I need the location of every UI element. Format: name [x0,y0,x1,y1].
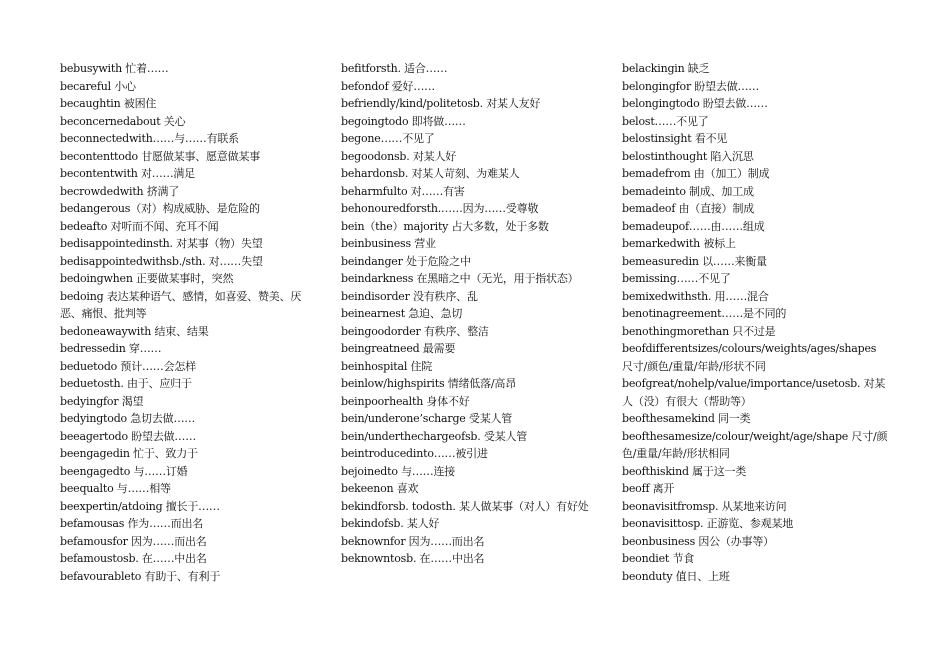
phrase-entry: belost……不见了 [622,114,709,128]
phrase-entry: begoodonsb. 对某人好 [341,149,457,163]
phrase-entry: belackingin 缺乏 [622,62,710,75]
phrase-entry: beofdifferentsizes/colours/weights/ages/shapes 尺寸/颜色/重量/年龄/形状不同 [622,342,877,373]
phrase-entry: bedoing 表达某种语气、感情，如喜爱、赞美、厌恶、痛恨、批判等 [60,289,302,320]
phrase-entry: begoingtodo 即将做…… [341,114,466,128]
phrase-entry: beengagedin 忙于、致力于 [60,447,198,460]
phrase-entry: beindisorder 没有秩序、乱 [341,289,478,303]
phrase-entry: belostinthought 陷入沉思 [622,149,754,163]
phrase-entry: bedeafto 对听而不闻、充耳不闻 [60,219,219,233]
phrase-entry: beinhospital 住院 [341,359,433,373]
phrase-entry: bejoinedto 与……连接 [341,464,456,478]
phrase-entry: befavourableto 有助于、有利于 [60,569,221,583]
phrase-entry: bemadeinto 制成、加工成 [622,184,754,198]
phrase-entry: bedoingwhen 正要做某事时，突然 [60,272,234,285]
phrase-entry: beinbusiness 营业 [341,237,436,250]
column-3 [622,60,890,585]
phrase-entry: beintroducedinto……被引进 [341,447,488,460]
phrase-entry: befriendly/kind/politetosb. 对某人友好 [341,97,541,110]
phrase-entry: beofgreat/nohelp/value/importance/usetosb. 对某人（没）有很大（帮助等） [622,377,886,408]
phrase-entry: beknownfor 因为……而出名 [341,534,485,548]
phrase-entry: bebusywith 忙着…… [60,62,169,75]
phrase-entry: beofthesamesize/colour/weight/age/shape 尺寸/颜色/重量/年龄/形状相同 [622,429,888,460]
phrase-entry: bemeasuredin 以……来衡量 [622,254,767,268]
phrase-entry: beengagedto 与……订婚 [60,464,188,478]
phrase-entry: beonavisitfromsp. 从某地来访问 [622,499,787,513]
phrase-entry: beknowntosb. 在……中出名 [341,552,485,565]
phrase-entry: belongingfor 盼望去做…… [622,79,760,93]
phrase-entry: beindanger 处于危险之中 [341,254,471,268]
phrase-entry: bedisappointedwithsb./sth. 对……失望 [60,254,263,268]
phrase-entry: begone……不见了 [341,132,435,145]
phrase-entry: beexpertin/atdoing 擅长于…… [60,499,220,513]
phrase-entry: bekindofsb. 某人好 [341,517,440,530]
phrase-entry: beconnectedwith……与……有联系 [60,132,239,145]
phrase-entry: bedyingtodo 急切去做…… [60,412,196,425]
phrase-entry: beduetodo 预计……会怎样 [60,359,196,373]
phrase-entry: bedyingfor 渴望 [60,394,144,408]
phrase-entry: beinlow/highspirits 情绪低落/高昂 [341,377,516,390]
phrase-entry: befamoustosb. 在……中出名 [60,552,207,565]
phrase-entry: bemixedwithsth. 用……混合 [622,289,769,303]
phrase-entry: bein（the）majority 占大多数，处于多数 [341,219,549,233]
phrase-entry: beconcernedabout 关心 [60,114,186,128]
phrase-entry: beindarkness 在黑暗之中（无光，用于指状态） [341,272,579,285]
phrase-entry: befamousas 作为……而出名 [60,517,204,530]
phrase-entry: beingoodorder 有秩序、整洁 [341,324,489,338]
phrase-entry: bedangerous（对）构成威胁、是危险的 [60,202,260,215]
phrase-entry: belostinsight 看不见 [622,132,728,145]
phrase-entry: bekeenon 喜欢 [341,482,419,495]
phrase-entry: behonouredforsth.……因为……受尊敬 [341,202,539,215]
phrase-entry: becrowdedwith 挤满了 [60,184,180,198]
phrase-entry: becontenttodo 甘愿做某事、愿意做某事 [60,149,261,163]
phrase-entry: bemadeupof……由……组成 [622,219,765,233]
phrase-entry: beingreatneed 最需要 [341,342,456,355]
phrase-entry: beduetosth. 由于、应归于 [60,377,192,390]
column-2 [341,60,603,568]
phrase-entry: bemarkedwith 被标上 [622,237,736,250]
phrase-entry: beondiet 节食 [622,552,695,565]
phrase-entry: behardonsb. 对某人苛刻、为难某人 [341,167,520,180]
phrase-entry: bekindforsb. todosth. 某人做某事（对人）有好处 [341,499,589,513]
phrase-entry: beofthesamekind 同一类 [622,412,751,425]
phrase-entry: beequalto 与……相等 [60,482,171,495]
phrase-entry: beonbusiness 因公（办事等） [622,534,774,548]
phrase-entry: bedoneawaywith 结束、结果 [60,324,209,338]
phrase-entry: becareful 小心 [60,79,136,93]
phrase-entry: beinearnest 急迫、急切 [341,307,463,320]
phrase-entry: benotinagreement……是不同的 [622,307,787,320]
phrase-entry: bemadeof 由（直接）制成 [622,202,755,215]
phrase-entry: bein/underthechargeofsb. 受某人管 [341,429,528,443]
phrase-entry: beonduty 值日、上班 [622,569,730,583]
phrase-entry: becontentwith 对……满足 [60,167,195,180]
column-1 [60,60,322,585]
phrase-entry: bedressedin 穿…… [60,342,162,355]
phrase-entry: beofthiskind 属于这一类 [622,464,747,478]
phrase-entry: becaughtin 被困住 [60,97,157,110]
phrase-entry: befitforsth. 适合…… [341,62,448,75]
phrase-entry: beinpoorhealth 身体不好 [341,394,470,408]
phrase-entry: bemadefrom 由（加工）制成 [622,167,770,180]
phrase-entry: bedisappointedinsth. 对某事（物）失望 [60,237,263,250]
phrase-entry: beoff 离开 [622,482,675,495]
phrase-entry: belongingtodo 盼望去做…… [622,97,768,110]
phrase-entry: beharmfulto 对……有害 [341,184,465,198]
phrase-entry: befamousfor 因为……而出名 [60,534,207,548]
phrase-entry: beeagertodo 盼望去做…… [60,429,197,443]
phrase-entry: beonavisittosp. 正游览、参观某地 [622,517,794,530]
phrase-entry: befondof 爱好…… [341,79,435,93]
phrase-entry: bein/underone’scharge 受某人管 [341,412,513,425]
phrase-entry: benothingmorethan 只不过是 [622,324,776,338]
phrase-entry: bemissing……不见了 [622,272,731,285]
